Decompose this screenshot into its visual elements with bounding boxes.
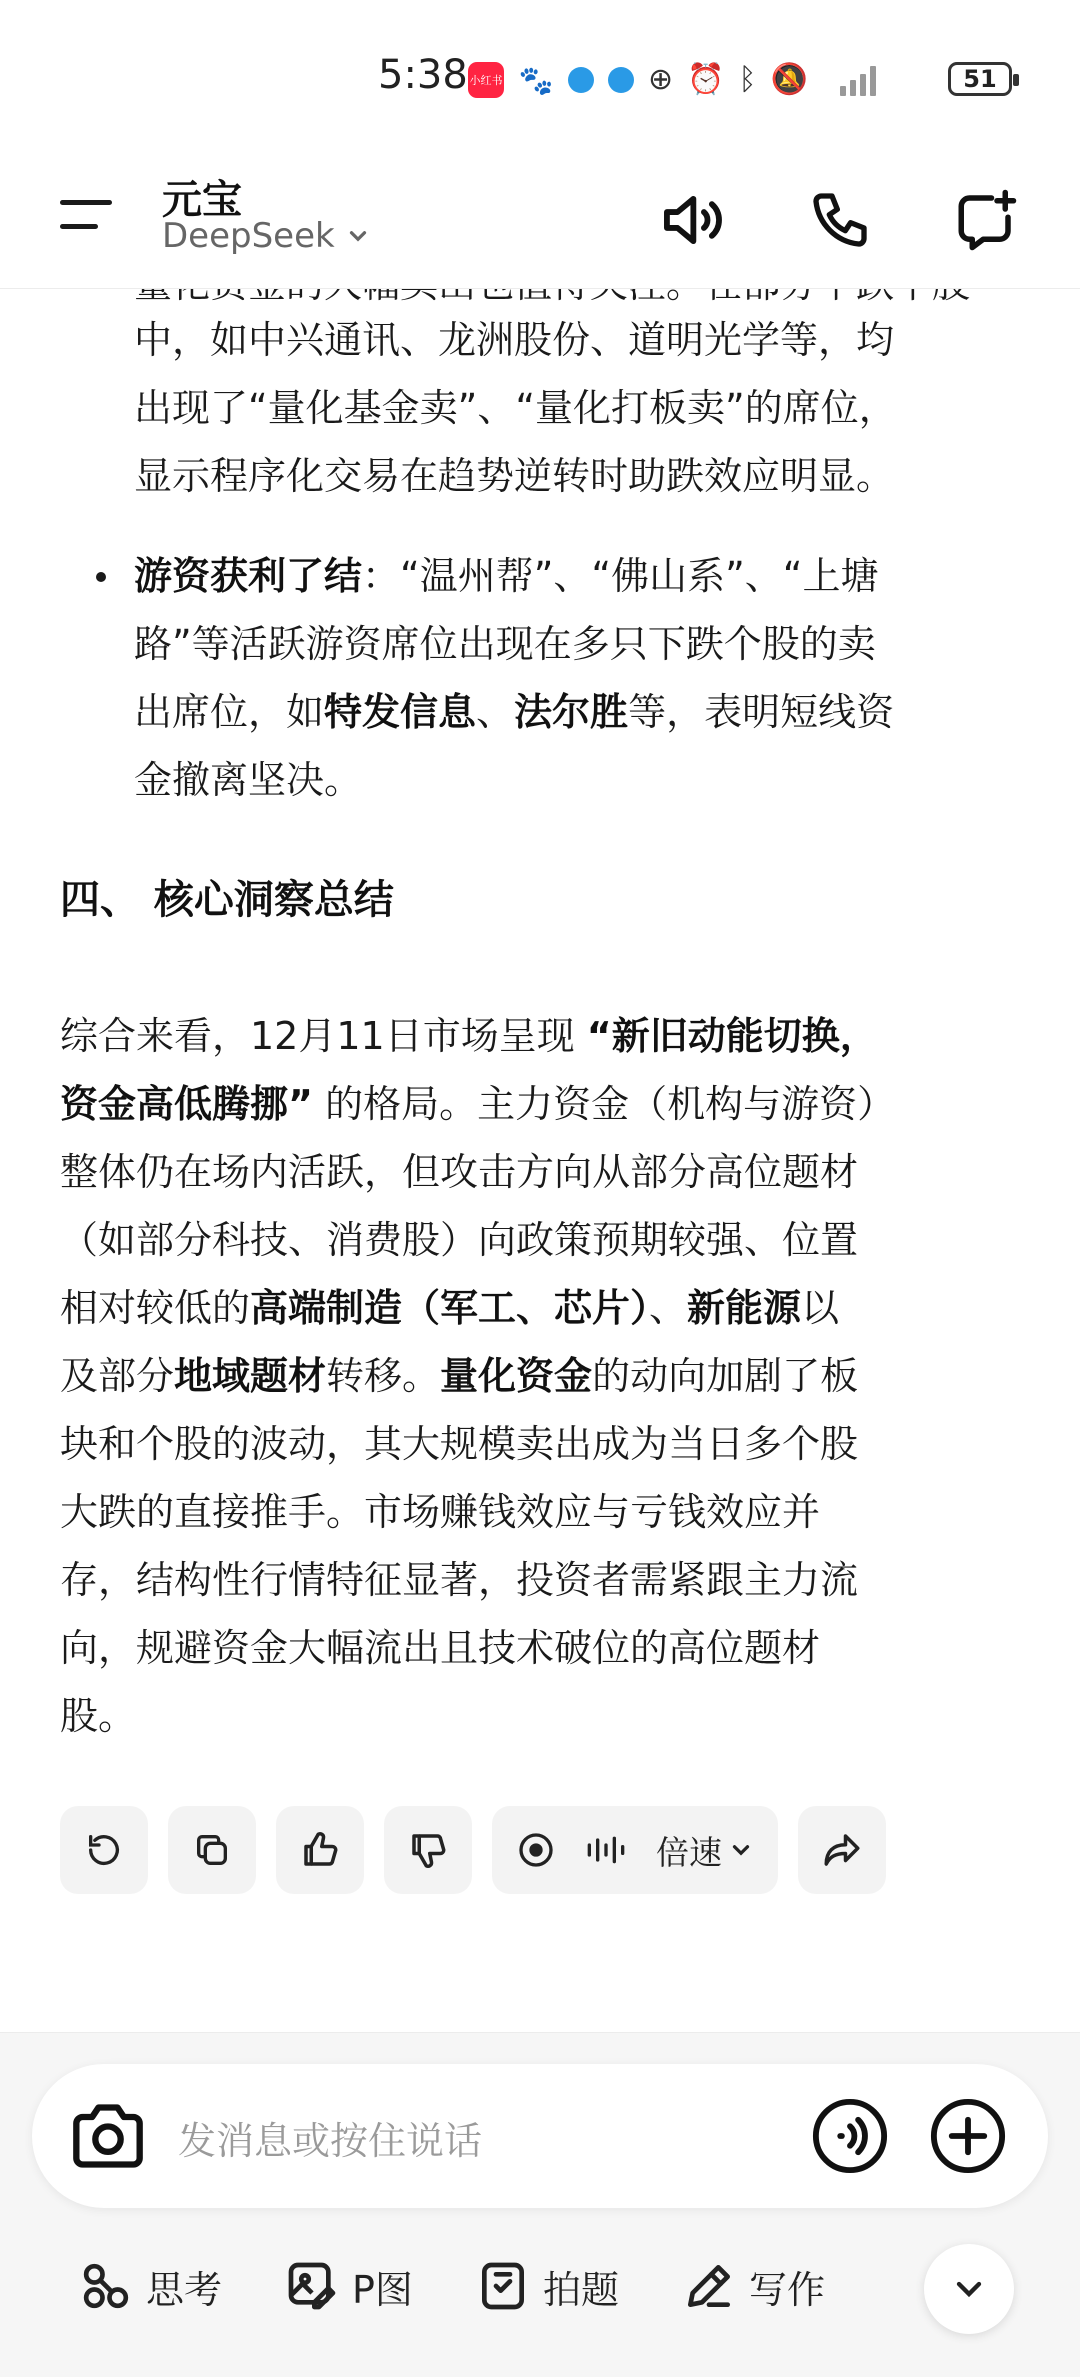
bold-term: 高端制造（军工、芯片） — [250, 1286, 650, 1330]
text-line — [60, 1342, 1020, 1410]
think-icon — [78, 2258, 134, 2314]
thumbs-up-icon — [299, 1829, 341, 1871]
app-title: 元宝 — [162, 177, 242, 223]
text-line: 块和个股的波动，其大规模卖出成为当日多个股 — [60, 1422, 859, 1466]
text-line — [134, 542, 1014, 610]
tool-label: 写作 — [748, 2267, 825, 2312]
section-title: 四、 核心洞察总结 — [60, 877, 394, 923]
bold-term: “新旧动能切换， — [586, 1014, 878, 1058]
add-attachment-button[interactable] — [928, 2096, 1008, 2176]
text-line: 向，规避资金大幅流出且技术破位的高位题材 — [60, 1626, 821, 1670]
text-span: 的格局。主力资金（机构与游资） — [312, 1082, 896, 1126]
text-line: 金撤离坚决。 — [134, 758, 363, 802]
text-span: 的动向加剧了板 — [592, 1354, 859, 1398]
bullet-dot — [96, 572, 106, 582]
bold-term: 量化资金 — [440, 1354, 593, 1398]
mute-icon: 🔕 — [770, 62, 808, 97]
text-line — [60, 1070, 1020, 1138]
text-span: 以 — [801, 1286, 840, 1330]
bullet-item-hot-money — [134, 542, 1014, 814]
chevron-down-icon — [728, 1837, 754, 1863]
text-span: 综合来看，12月11日市场呈现 — [60, 1014, 587, 1058]
bold-term: 游资获利了结 — [134, 554, 363, 598]
status-bar — [0, 0, 1080, 150]
text-line: 存，结构性行情特征显著，投资者需紧跟主力流 — [60, 1558, 859, 1602]
bullet-item-quant — [134, 306, 1014, 510]
bold-term: 新能源 — [687, 1286, 802, 1330]
plus-circle-icon — [929, 2097, 1007, 2175]
tool-label: P图 — [352, 2267, 413, 2312]
text-span: 转移。 — [326, 1354, 441, 1398]
bold-term: 资金高低腾挪” — [60, 1082, 313, 1126]
menu-button[interactable] — [60, 196, 116, 236]
chevron-down-icon — [345, 223, 371, 249]
message-input-placeholder[interactable]: 发消息或按住说话 — [178, 2119, 483, 2163]
text-line: 股。 — [60, 1694, 137, 1738]
read-aloud-button[interactable] — [492, 1806, 778, 1894]
speaker-icon — [659, 188, 733, 252]
new-chat-button[interactable] — [946, 180, 1026, 260]
text-span: 等，表明短线资 — [628, 690, 895, 734]
model-name: DeepSeek — [162, 216, 335, 256]
bold-term: 地域题材 — [174, 1354, 327, 1398]
menu-line — [60, 224, 98, 229]
text-span: ：“温州帮”、“佛山系”、“上塘 — [362, 554, 879, 598]
voice-input-button[interactable] — [810, 2096, 890, 2176]
camera-icon — [70, 2101, 146, 2171]
tool-label: 思考 — [146, 2267, 223, 2312]
text-line: 大跌的直接推手。市场赚钱效应与亏钱效应并 — [60, 1490, 821, 1534]
speed-label: 倍速 — [656, 1832, 722, 1872]
voice-call-button[interactable] — [800, 180, 880, 260]
status-time: 5:38 — [378, 52, 468, 98]
regenerate-button[interactable] — [60, 1806, 148, 1894]
text-line: 中，如中兴通讯、龙洲股份、道明光学等，均 — [134, 318, 895, 362]
text-line: 显示程序化交易在趋势逆转时助跌效应明显。 — [134, 454, 895, 498]
photo-edit-icon — [284, 2258, 340, 2314]
menu-line — [60, 200, 112, 205]
tool-label: 拍题 — [542, 2267, 619, 2312]
status-notification-icons — [468, 58, 808, 102]
tool-scan-question[interactable] — [475, 2246, 619, 2326]
text-line: 整体仍在场内活跃，但攻击方向从部分高位题材 — [60, 1150, 859, 1194]
text-line — [60, 1002, 1020, 1070]
text-span: 及部分 — [60, 1354, 175, 1398]
voice-wave-icon — [811, 2097, 889, 2175]
text-line: （如部分科技、消费股）向政策预期较强、位置 — [60, 1218, 859, 1262]
speed-selector[interactable] — [656, 1827, 754, 1874]
share-button[interactable] — [798, 1806, 886, 1894]
copy-icon — [192, 1830, 232, 1870]
data-saver-icon: ⊕ — [648, 62, 674, 97]
scan-question-icon — [475, 2258, 531, 2314]
play-stop-icon — [516, 1830, 556, 1870]
message-actions — [60, 1806, 886, 1894]
chevron-down-icon — [949, 2269, 989, 2309]
refresh-icon — [84, 1830, 124, 1870]
phone-icon — [808, 188, 872, 252]
text-span: 相对较低的 — [60, 1286, 251, 1330]
alarm-icon: ⏰ — [687, 62, 725, 97]
bold-term: 法尔胜 — [514, 690, 629, 734]
tool-writing[interactable] — [681, 2246, 825, 2326]
bluetooth-icon: ᛒ — [738, 62, 757, 97]
text-span: 出席位，如 — [134, 690, 325, 734]
text-line — [60, 1274, 1020, 1342]
summary-paragraph — [60, 1002, 1020, 1750]
bold-term: 特发信息 — [324, 690, 477, 734]
waveform-icon — [584, 1830, 628, 1870]
like-button[interactable] — [276, 1806, 364, 1894]
battery-indicator: 51 — [948, 62, 1012, 96]
baidu-app-icon: 🐾 — [518, 63, 554, 97]
text-line: 路”等活跃游资席位出现在多只下跌个股的卖 — [134, 622, 876, 666]
camera-button[interactable] — [68, 2096, 148, 2176]
share-icon — [821, 1829, 863, 1871]
thumbs-down-icon — [407, 1829, 449, 1871]
xiaohongshu-app-icon: 小红书 — [468, 62, 504, 98]
text-line: 出现了“量化基金卖”、“量化打板卖”的席位， — [134, 386, 897, 430]
copy-button[interactable] — [168, 1806, 256, 1894]
tool-think[interactable] — [78, 2246, 222, 2326]
model-selector[interactable] — [162, 216, 371, 256]
tool-shortcuts — [78, 2246, 825, 2326]
signal-icon — [840, 60, 876, 96]
dislike-button[interactable] — [384, 1806, 472, 1894]
text-span: 、 — [649, 1286, 688, 1330]
app-notification-icon — [608, 67, 634, 93]
pen-icon — [681, 2258, 737, 2314]
collapse-tools-button[interactable] — [924, 2244, 1014, 2334]
text-span: 、 — [476, 690, 515, 734]
tool-photo-edit[interactable] — [284, 2246, 413, 2326]
voice-output-button[interactable] — [656, 180, 736, 260]
new-chat-icon — [953, 187, 1019, 253]
text-line — [134, 678, 1014, 746]
app-notification-icon — [568, 67, 594, 93]
